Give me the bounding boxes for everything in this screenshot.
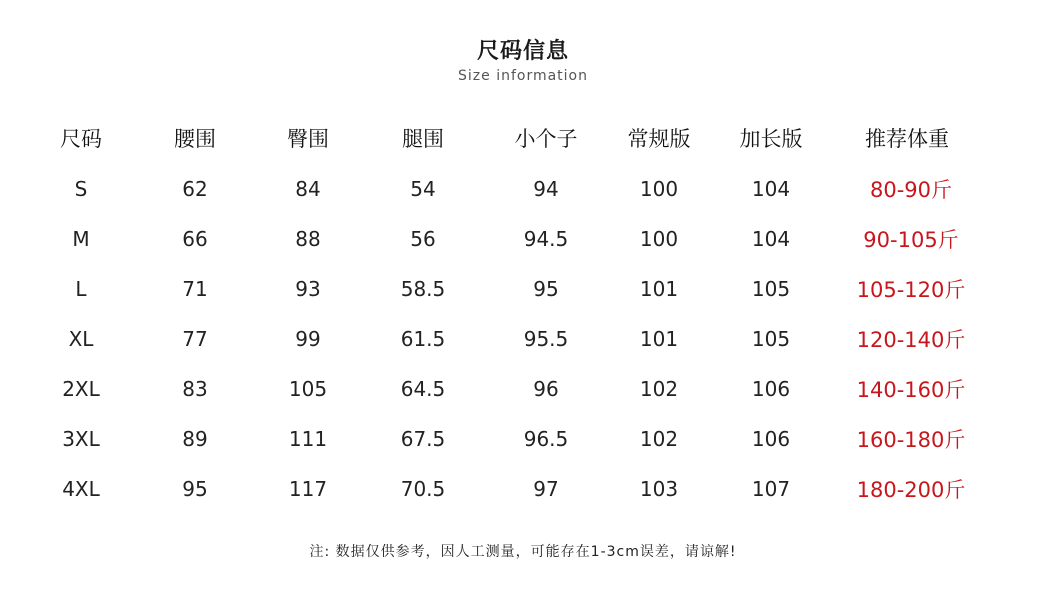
- header-size: 尺码: [60, 127, 102, 151]
- row-s-size: S: [74, 177, 88, 201]
- row-2xl-waist: 83: [182, 377, 208, 401]
- row-m-weight: 90-105斤: [863, 228, 959, 252]
- row-l-hip: 93: [295, 277, 321, 301]
- header-petite: 小个子: [514, 127, 578, 151]
- row-4xl-thigh: 70.5: [400, 477, 446, 501]
- page-subtitle: Size information: [458, 68, 588, 84]
- header-long: 加长版: [739, 127, 803, 151]
- row-m-thigh: 56: [410, 227, 436, 251]
- row-s-petite: 94: [533, 177, 559, 201]
- row-2xl-hip: 105: [288, 377, 328, 401]
- header-waist: 腰围: [174, 127, 216, 151]
- row-xl-waist: 77: [182, 327, 208, 351]
- row-4xl-long: 107: [751, 477, 791, 501]
- row-l-thigh: 58.5: [400, 277, 446, 301]
- row-m-hip: 88: [295, 227, 321, 251]
- row-3xl-regular: 102: [639, 427, 679, 451]
- header-hip: 臀围: [287, 127, 329, 151]
- row-xl-petite: 95.5: [523, 327, 569, 351]
- row-4xl-regular: 103: [639, 477, 679, 501]
- row-2xl-thigh: 64.5: [400, 377, 446, 401]
- row-m-size: M: [72, 227, 90, 251]
- row-xl-long: 105: [751, 327, 791, 351]
- row-4xl-waist: 95: [182, 477, 208, 501]
- row-xl-weight: 120-140斤: [856, 328, 966, 352]
- header-thigh: 腿围: [402, 127, 444, 151]
- row-xl-hip: 99: [295, 327, 321, 351]
- row-xl-regular: 101: [639, 327, 679, 351]
- row-l-petite: 95: [533, 277, 559, 301]
- row-4xl-hip: 117: [288, 477, 328, 501]
- page-title: 尺码信息: [476, 39, 569, 64]
- row-m-long: 104: [751, 227, 791, 251]
- row-3xl-long: 106: [751, 427, 791, 451]
- row-s-weight: 80-90斤: [869, 178, 953, 202]
- row-s-regular: 100: [639, 177, 679, 201]
- row-s-thigh: 54: [410, 177, 436, 201]
- row-2xl-petite: 96: [533, 377, 559, 401]
- row-3xl-waist: 89: [182, 427, 208, 451]
- row-3xl-petite: 96.5: [523, 427, 569, 451]
- row-2xl-weight: 140-160斤: [856, 378, 966, 402]
- row-l-size: L: [75, 277, 87, 301]
- row-3xl-size: 3XL: [62, 427, 100, 451]
- row-l-weight: 105-120斤: [856, 278, 966, 302]
- row-xl-size: XL: [68, 327, 94, 351]
- row-2xl-long: 106: [751, 377, 791, 401]
- row-l-regular: 101: [639, 277, 679, 301]
- header-weight: 推荐体重: [865, 127, 949, 151]
- row-xl-thigh: 61.5: [400, 327, 446, 351]
- row-4xl-petite: 97: [533, 477, 559, 501]
- row-m-petite: 94.5: [523, 227, 569, 251]
- row-l-long: 105: [751, 277, 791, 301]
- row-4xl-size: 4XL: [62, 477, 100, 501]
- row-4xl-weight: 180-200斤: [856, 478, 966, 502]
- row-m-waist: 66: [182, 227, 208, 251]
- row-2xl-regular: 102: [639, 377, 679, 401]
- row-2xl-size: 2XL: [62, 377, 100, 401]
- row-s-long: 104: [751, 177, 791, 201]
- row-3xl-weight: 160-180斤: [856, 428, 966, 452]
- row-m-regular: 100: [639, 227, 679, 251]
- row-s-hip: 84: [295, 177, 321, 201]
- row-3xl-hip: 111: [288, 427, 328, 451]
- row-s-waist: 62: [182, 177, 208, 201]
- measurement-note: 注: 数据仅供参考，因人工测量，可能存在1-3cm误差，请谅解!: [309, 544, 737, 560]
- header-regular: 常规版: [627, 127, 691, 151]
- row-3xl-thigh: 67.5: [400, 427, 446, 451]
- row-l-waist: 71: [182, 277, 208, 301]
